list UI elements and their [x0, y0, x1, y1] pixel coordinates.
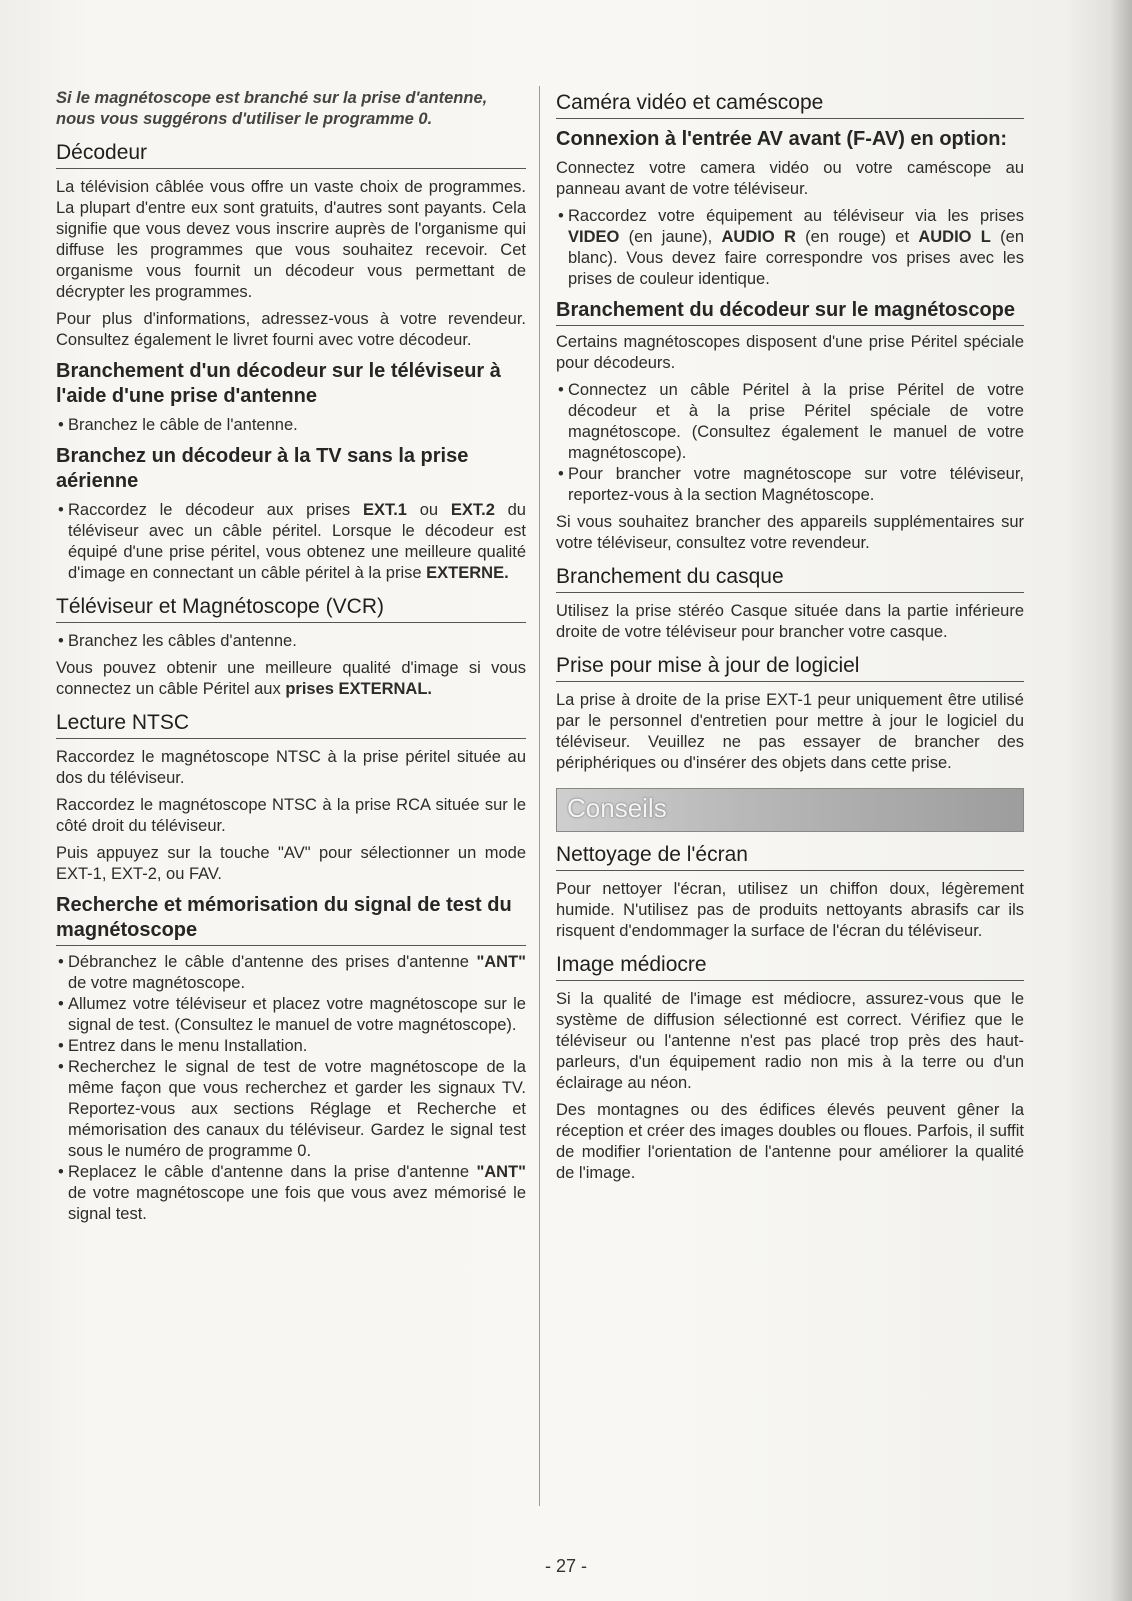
recherche-list — [56, 952, 526, 1225]
recherche-bullet-4: • Recherchez le signal de test de votre magnétoscope de la même façon que vous recherchez et garder les signaux TV. Reportez-vous aux sections Réglage et Recherche et mémorisation des canaux du téléviseur. Gardez le signal test sous le numéro de programme 0. — [56, 1057, 526, 1162]
section-title-sans-antenne: Branchez un décodeur à la TV sans la prise aérienne — [56, 445, 469, 492]
image-paragraph-1: Si la qualité de l'image est médiocre, assurez-vous que le système de diffusion sélectionné est correct. Vérifiez que le téléviseur ou l'antenne n'est pas placé trop près des haut-parleurs, d'un équipement radio non mis à la terre ou d'un éclairage au néon. — [556, 990, 1024, 1092]
section-title-decodeur-magneto: Branchement du décodeur sur le magnétoscope — [556, 298, 1024, 326]
section-title-decodeur: Décodeur — [56, 140, 526, 169]
camera-list — [556, 206, 1024, 290]
camera-subtitle: Connexion à l'entrée AV avant (F-AV) en option: — [556, 128, 1008, 150]
vcr-list — [56, 631, 526, 652]
recherche-bullet-3: • Entrez dans le menu Installation. — [56, 1036, 526, 1057]
decodeur-magneto-bullet-2: • Pour brancher votre magnétoscope sur votre téléviseur, reportez-vous à la section Magnétoscope. — [556, 464, 1024, 506]
camera-paragraph-1: Connectez votre camera vidéo ou votre caméscope au panneau avant de votre téléviseur. — [556, 159, 1024, 198]
antenne-bullet-1: • Branchez le câble de l'antenne. — [56, 415, 526, 436]
decodeur-magneto-bullet-1: • Connectez un câble Péritel à la prise Péritel de votre décodeur et à la prise Péritel spéciale de votre magnétoscope. (Consultez également le manuel de votre magnétoscope). — [556, 380, 1024, 464]
image-paragraph-2: Des montagnes ou des édifices élevés peuvent gêner la réception et créer des images doubles ou floues. Parfois, il suffit de modifier l'orientation de l'antenne pour améliorer la qualité de l'image. — [556, 1101, 1024, 1182]
page-number: - 27 - — [544, 1556, 587, 1576]
sans-antenne-bullet-1: • Raccordez le décodeur aux prises EXT.1 ou EXT.2 du téléviseur avec un câble péritel. Lorsque le décodeur est équipé d'une prise péritel, vous obtenez une meilleure qualité d'image en connectant un câble péritel à la prise EXTERNE. — [56, 500, 526, 584]
decodeur-magneto-paragraph-1: Certains magnétoscopes disposent d'une prise Péritel spéciale pour décodeurs. — [556, 333, 1024, 372]
section-title-camera: Caméra vidéo et caméscope — [556, 90, 1024, 119]
camera-bullet-1: • Raccordez votre équipement au téléviseur via les prises VIDEO (en jaune), AUDIO R (en rouge) et AUDIO L (en blanc). Vous devez faire correspondre vos prises avec les prises de couleur identique. — [556, 206, 1024, 290]
section-title-image: Image médiocre — [556, 952, 1024, 981]
recherche-bullet-2: • Allumez votre téléviseur et placez votre magnétoscope sur le signal de test. (Consultez le manuel de votre magnétoscope). — [56, 994, 526, 1036]
ntsc-paragraph-1: Raccordez le magnétoscope NTSC à la prise péritel située au dos du téléviseur. — [56, 748, 526, 787]
section-title-ntsc: Lecture NTSC — [56, 710, 526, 739]
antenne-list — [56, 415, 526, 436]
decodeur-magneto-list — [556, 380, 1024, 506]
sans-antenne-list — [56, 500, 526, 584]
recherche-bullet-5: • Replacez le câble d'antenne dans la prise d'antenne "ANT" de votre magnétoscope une fois que vous avez mémorisé le signal test. — [56, 1162, 526, 1225]
recherche-bullet-1: • Débranchez le câble d'antenne des prises d'antenne "ANT" de votre magnétoscope. — [56, 952, 526, 994]
logiciel-paragraph: La prise à droite de la prise EXT-1 peur uniquement être utilisé par le personnel d'entretien pour mettre à jour le logiciel du téléviseur. Veuillez ne pas essayer de brancher des périphériques ou d'insérer des objets dans cette prise. — [556, 691, 1024, 772]
conseils-banner-label: Conseils — [567, 793, 667, 823]
section-title-vcr: Téléviseur et Magnétoscope (VCR) — [56, 594, 526, 623]
vcr-bullet-1: • Branchez les câbles d'antenne. — [56, 631, 526, 652]
ntsc-paragraph-2: Raccordez le magnétoscope NTSC à la prise RCA située sur le côté droit du téléviseur. — [56, 796, 526, 835]
casque-paragraph: Utilisez la prise stéréo Casque située dans la partie inférieure droite de votre téléviseur pour brancher votre casque. — [556, 602, 1024, 641]
decodeur-paragraph-1: La télévision câblée vous offre un vaste choix de programmes. La plupart d'entre eux sont gratuits, d'autres sont payants. Cela signifie que vous devez vous inscrire auprès de l'organisme qui diffuse les programmes que vous souhaitez recevoir. Cet organisme vous fournit un décodeur vous permettant de décrypter les programmes. — [56, 178, 526, 301]
section-title-casque: Branchement du casque — [556, 564, 1024, 593]
section-title-recherche: Recherche et mémorisation du signal de test du magnétoscope — [56, 893, 526, 946]
ntsc-paragraph-3: Puis appuyez sur la touche "AV" pour sélectionner un mode EXT-1, EXT-2, ou FAV. — [56, 844, 526, 883]
conseils-banner — [556, 788, 1024, 832]
left-column — [56, 80, 526, 1231]
intro-note: Si le magnétoscope est branché sur la prise d'antenne, nous vous suggérons d'utiliser le programme 0. — [56, 89, 488, 128]
section-title-nettoyage: Nettoyage de l'écran — [556, 842, 1024, 871]
section-title-antenne: Branchement d'un décodeur sur le téléviseur à l'aide d'une prise d'antenne — [56, 360, 501, 407]
section-title-logiciel: Prise pour mise à jour de logiciel — [556, 653, 1024, 682]
page-edge-shadow — [1110, 0, 1132, 1601]
decodeur-paragraph-2: Pour plus d'informations, adressez-vous à votre revendeur. Consultez également le livret fourni avec votre décodeur. — [56, 310, 526, 349]
right-column — [556, 80, 1024, 1190]
vcr-paragraph: Vous pouvez obtenir une meilleure qualité d'image si vous connectez un câble Péritel aux prises EXTERNAL. — [56, 659, 526, 698]
decodeur-magneto-paragraph-2: Si vous souhaitez brancher des appareils supplémentaires sur votre téléviseur, consultez votre revendeur. — [556, 513, 1024, 552]
column-divider — [539, 86, 540, 1506]
nettoyage-paragraph: Pour nettoyer l'écran, utilisez un chiffon doux, légèrement humide. N'utilisez pas de produits nettoyants abrasifs car ils risquent d'endommager la surface de l'écran du téléviseur. — [556, 880, 1024, 940]
